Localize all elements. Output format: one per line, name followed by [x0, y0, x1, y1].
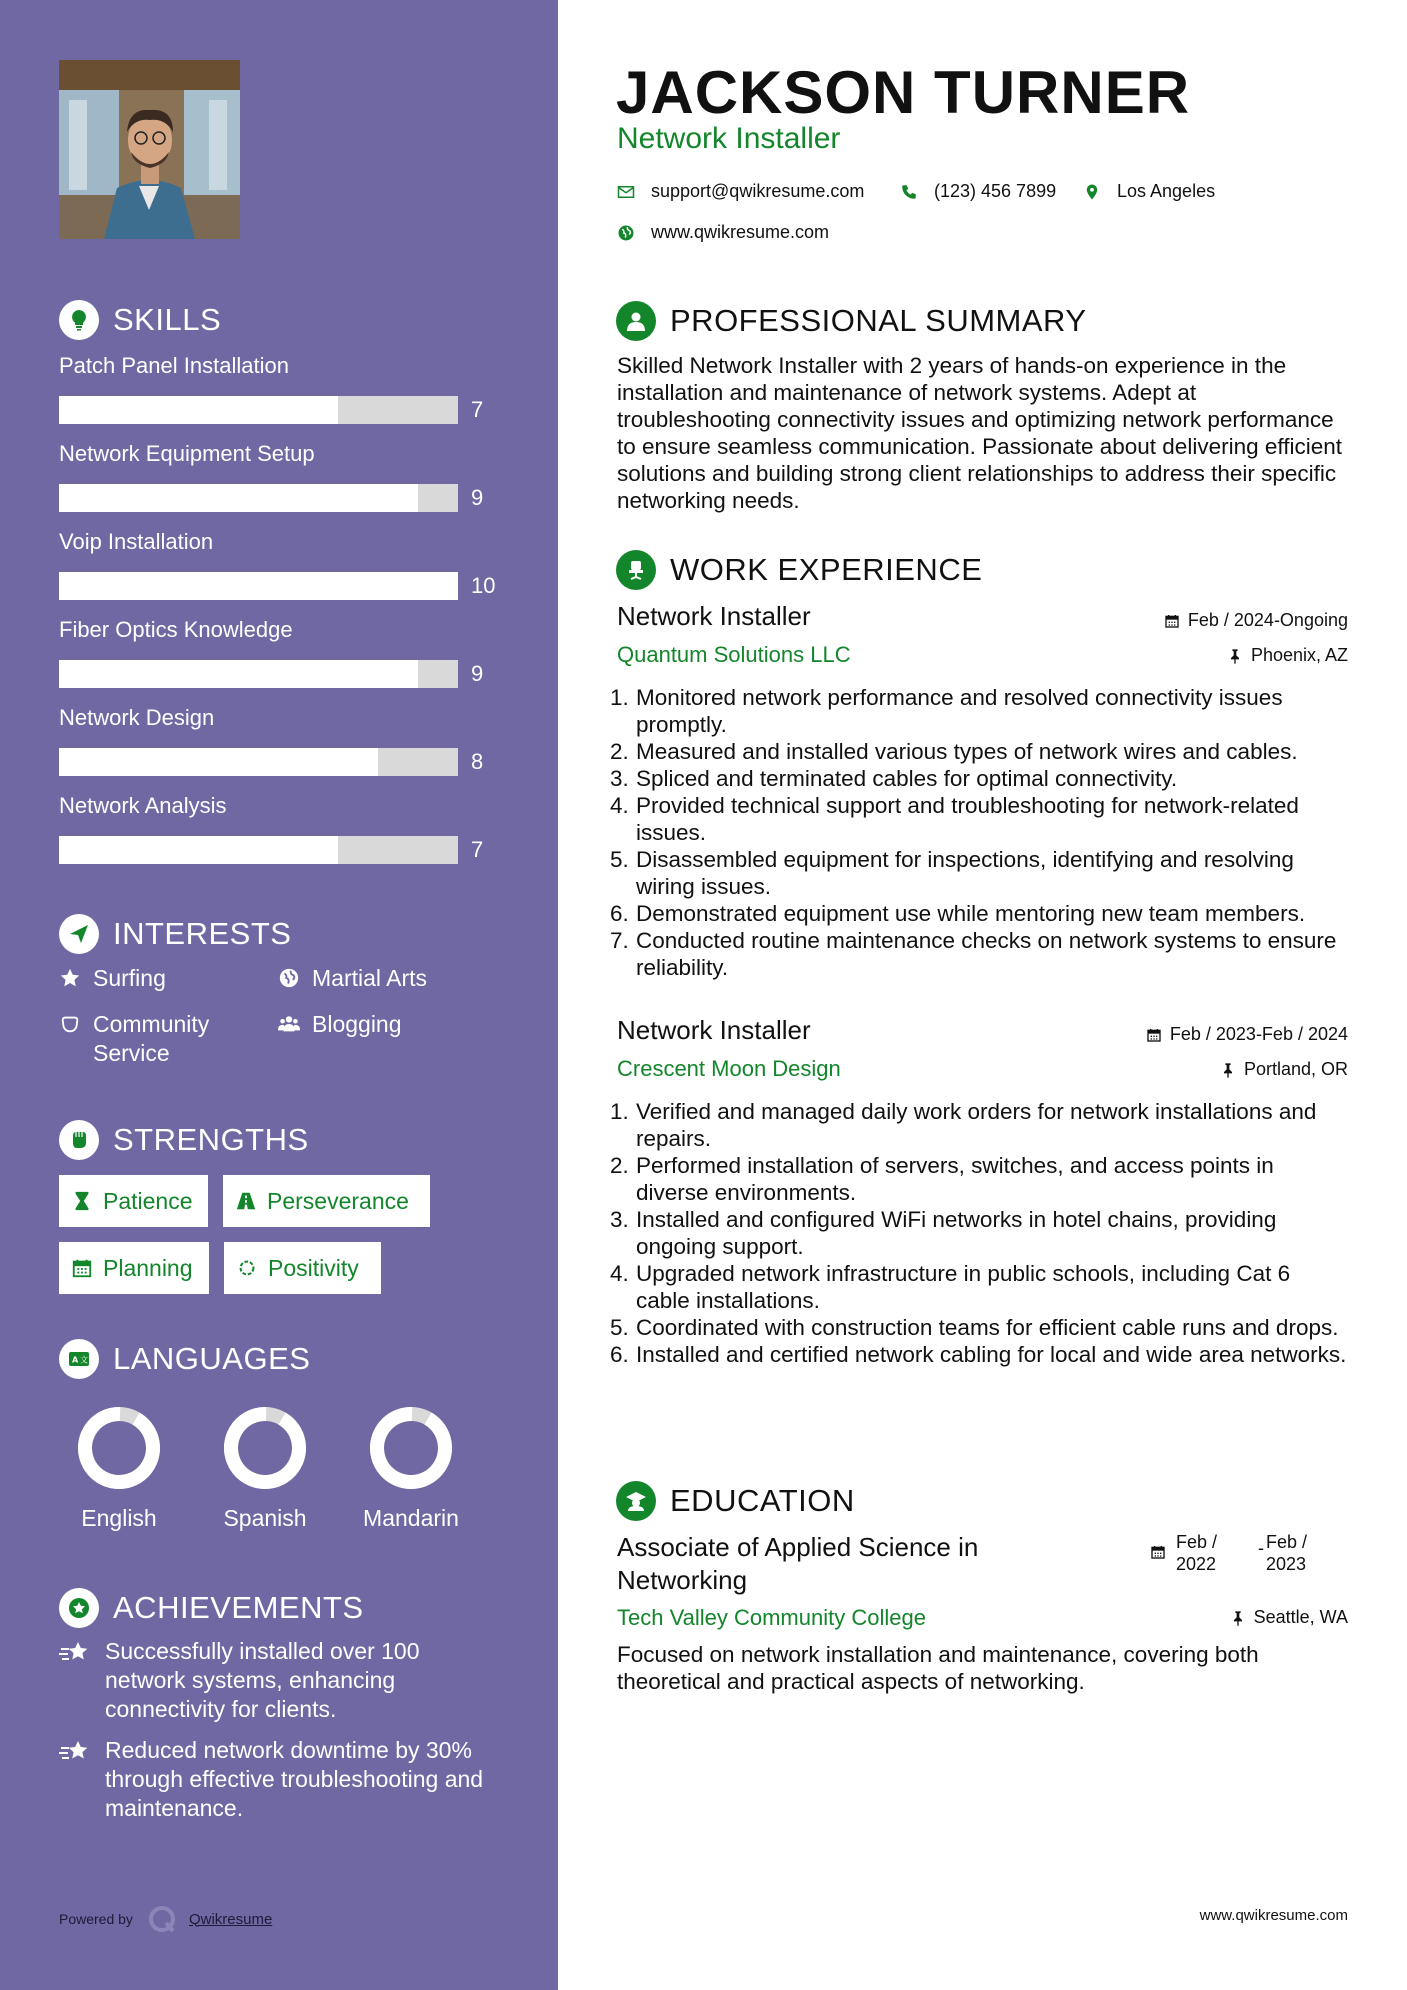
road-icon [235, 1190, 257, 1212]
skill-name: Network Design [59, 705, 215, 730]
duty-text: Monitored network performance and resolved connectivity issues promptly. [636, 685, 1283, 737]
job-company: Crescent Moon Design [617, 1056, 841, 1081]
job-location [1227, 645, 1348, 666]
skill-bar-fill [59, 396, 338, 424]
skill-item [59, 528, 499, 598]
language-icon [59, 1339, 99, 1379]
skill-item [59, 792, 499, 862]
job-location-text: Portland, OR [1243, 1059, 1348, 1079]
envelope-icon [617, 183, 635, 201]
job-duties-list [610, 684, 1350, 981]
job-title: Network Installer [617, 1015, 811, 1045]
sidebar [0, 0, 558, 1990]
experience-title: WORK EXPERIENCE [670, 552, 983, 587]
degree-title: Associate of Applied Science in Networking [617, 1532, 979, 1595]
job-location [1220, 1059, 1348, 1080]
email-text[interactable]: support@qwikresume.com [651, 181, 865, 201]
strength-label: Patience [103, 1187, 193, 1214]
office-chair-icon [616, 550, 656, 590]
globe-icon [617, 224, 635, 242]
candidate-name: JACKSON TURNER [616, 59, 1191, 126]
job-title: Network Installer [617, 601, 811, 631]
shooting-star-icon [59, 1639, 91, 1669]
skill-value: 8 [471, 749, 484, 774]
achievement-item [59, 1736, 499, 1823]
skill-name: Patch Panel Installation [59, 353, 289, 378]
achievements-title: ACHIEVEMENTS [113, 1590, 364, 1625]
candidate-title: Network Installer [617, 122, 841, 155]
language-item [346, 1405, 476, 1532]
languages-heading [59, 1339, 310, 1379]
skill-name: Fiber Optics Knowledge [59, 617, 293, 642]
map-pin-icon [1083, 183, 1101, 201]
duty-item [610, 684, 1350, 738]
strength-label: Positivity [268, 1254, 359, 1281]
interest-item [278, 1010, 402, 1039]
duty-number: 5. [610, 1315, 629, 1340]
duty-number: 3. [610, 1207, 629, 1232]
shooting-star-icon [59, 1738, 91, 1768]
achievement-item [59, 1637, 499, 1724]
education-start-date: Feb / 2022 [1176, 1532, 1218, 1574]
achievement-text: Successfully installed over 100 network systems, enhancing connectivity for clients. [105, 1638, 420, 1722]
education-description: Focused on network installation and maintenance, covering both theoretical and practical aspects of networking. [617, 1642, 1259, 1694]
duty-number: 6. [610, 901, 629, 926]
duty-number: 1. [610, 685, 629, 710]
skill-name: Voip Installation [59, 529, 214, 554]
skill-bar [59, 660, 458, 688]
users-icon [278, 1013, 300, 1035]
phone-icon [900, 183, 918, 201]
achievement-text: Reduced network downtime by 30% through effective troubleshooting and maintenance. [105, 1737, 484, 1821]
footer-url[interactable]: www.qwikresume.com [1199, 1907, 1348, 1924]
pushpin-icon [1220, 1062, 1236, 1078]
qwikresume-logo-icon [147, 1904, 177, 1934]
phone-text[interactable]: (123) 456 7899 [934, 181, 1057, 201]
hourglass-icon [71, 1190, 93, 1212]
duty-item [610, 1152, 1350, 1206]
interest-label: Martial Arts [312, 965, 428, 991]
calendar-icon [1150, 1544, 1166, 1560]
language-name: English [81, 1505, 157, 1531]
skill-bar-fill [59, 484, 418, 512]
hand-icon [59, 1013, 81, 1035]
education-heading [616, 1481, 855, 1521]
duty-item [610, 1341, 1350, 1368]
duty-item [610, 1206, 1350, 1260]
skill-value: 9 [471, 485, 484, 510]
duty-number: 4. [610, 793, 629, 818]
duty-number: 6. [610, 1342, 629, 1367]
skill-bar-fill [59, 748, 378, 776]
award-star-icon [59, 1588, 99, 1628]
summary-heading [616, 301, 1087, 341]
skill-name: Network Analysis [59, 793, 227, 818]
achievements-heading [59, 1588, 364, 1628]
duty-text: Performed installation of servers, switches, and access points in diverse environments. [636, 1153, 1274, 1205]
duty-item [610, 846, 1350, 900]
duty-item [610, 765, 1350, 792]
skill-value: 7 [471, 397, 484, 422]
job-date-text: Feb / 2023-Feb / 2024 [1169, 1024, 1348, 1044]
globe-icon [278, 967, 300, 989]
education-end-date: Feb / 2023 [1266, 1532, 1308, 1574]
job-date-text: Feb / 2024-Ongoing [1187, 610, 1348, 630]
strength-label: Planning [103, 1254, 193, 1281]
education-title: EDUCATION [670, 1483, 855, 1518]
calendar-icon [1146, 1027, 1162, 1043]
duty-number: 2. [610, 739, 629, 764]
duty-item [610, 1260, 1350, 1314]
interest-item [59, 964, 166, 993]
school-name: Tech Valley Community College [617, 1605, 926, 1630]
contact-website [617, 222, 829, 243]
qwikresume-link[interactable]: Qwikresume [188, 1910, 273, 1928]
duty-text: Demonstrated equipment use while mentoring new team members. [636, 901, 1306, 926]
duty-number: 2. [610, 1153, 629, 1178]
job-duties-list [610, 1098, 1350, 1368]
duty-text: Conducted routine maintenance checks on network systems to ensure reliability. [636, 928, 1337, 980]
education-date-separator: - [1258, 1538, 1264, 1558]
skill-bar-fill [59, 660, 418, 688]
lightbulb-icon [59, 300, 99, 340]
skill-bar [59, 396, 458, 424]
job-company: Quantum Solutions LLC [617, 642, 851, 667]
graduate-icon [616, 1481, 656, 1521]
pushpin-icon [1230, 1610, 1246, 1626]
strength-tag [224, 1242, 381, 1294]
language-name: Mandarin [363, 1505, 459, 1531]
skill-item [59, 704, 499, 774]
duty-text: Installed and configured WiFi networks in hotel chains, providing ongoing support. [636, 1207, 1277, 1259]
interest-item [59, 1010, 209, 1068]
language-level-ring [222, 1405, 308, 1491]
skill-item [59, 352, 499, 422]
strength-tag [223, 1175, 430, 1227]
contact-location [1083, 181, 1215, 202]
skills-heading [59, 300, 221, 340]
summary-title: PROFESSIONAL SUMMARY [670, 303, 1087, 338]
summary-text: Skilled Network Installer with 2 years of hands-on experience in the installation and maintenance of network systems. Adept at troubleshooting connectivity issues and optimizing network performance to ensure seamless communication. Passionate about delivering efficient solutions and building strong client relationships to address their specific networking needs. [617, 353, 1342, 513]
strength-tag [59, 1242, 209, 1294]
strength-label: Perseverance [267, 1187, 409, 1214]
skill-bar [59, 484, 458, 512]
strength-tag [59, 1175, 208, 1227]
experience-heading [616, 550, 982, 590]
duty-item [610, 927, 1350, 981]
skill-bar-fill [59, 836, 338, 864]
duty-number: 1. [610, 1099, 629, 1124]
language-name: Spanish [223, 1505, 307, 1531]
skill-item [59, 616, 499, 686]
duty-text: Verified and managed daily work orders for network installations and repairs. [636, 1099, 1317, 1151]
duty-text: Coordinated with construction teams for efficient cable runs and drops. [636, 1315, 1339, 1340]
location-text: Los Angeles [1117, 181, 1216, 201]
interest-item [278, 964, 427, 993]
sun-icon [236, 1257, 258, 1279]
duty-text: Disassembled equipment for inspections, identifying and resolving wiring issues. [636, 847, 1294, 899]
duty-number: 3. [610, 766, 629, 791]
strengths-title: STRENGTHS [113, 1122, 309, 1157]
language-item [54, 1405, 184, 1532]
interests-title: INTERESTS [113, 916, 292, 951]
interest-label: Community Service [93, 1011, 210, 1066]
duty-number: 4. [610, 1261, 629, 1286]
svg-text:文: 文 [80, 1355, 88, 1365]
contact-email [617, 181, 864, 202]
duty-item [610, 738, 1350, 765]
skills-title: SKILLS [113, 302, 222, 337]
profile-photo [59, 60, 240, 239]
powered-by-label: Powered by [59, 1911, 133, 1927]
interest-label: Blogging [312, 1011, 402, 1037]
interest-label: Surfing [93, 965, 166, 991]
language-item [200, 1405, 330, 1532]
pushpin-icon [1227, 648, 1243, 664]
powered-by [59, 1904, 272, 1934]
strengths-heading [59, 1120, 309, 1160]
job-location-text: Phoenix, AZ [1250, 645, 1348, 665]
duty-text: Provided technical support and troubleshooting for network-related issues. [636, 793, 1299, 845]
star-icon [59, 967, 81, 989]
skill-item [59, 440, 499, 510]
website-text[interactable]: www.qwikresume.com [651, 222, 830, 242]
job-date [1146, 1024, 1348, 1045]
language-level-ring [368, 1405, 454, 1491]
interests-heading [59, 914, 291, 954]
calendar-icon [71, 1257, 93, 1279]
duty-item [610, 1314, 1350, 1341]
duty-text: Spliced and terminated cables for optimal connectivity. [636, 766, 1178, 791]
user-icon [616, 301, 656, 341]
duty-item [610, 792, 1350, 846]
skill-value: 9 [471, 661, 484, 686]
duty-item [610, 1098, 1350, 1152]
fist-icon [59, 1120, 99, 1160]
education-location-text: Seattle, WA [1253, 1607, 1348, 1627]
skill-value: 10 [471, 573, 496, 598]
language-level-ring [76, 1405, 162, 1491]
education-location [1230, 1607, 1348, 1628]
skill-value: 7 [471, 837, 484, 862]
duty-number: 7. [610, 928, 629, 953]
skill-bar-fill [59, 572, 458, 600]
skill-bar [59, 572, 458, 600]
calendar-icon [1164, 613, 1180, 629]
skill-name: Network Equipment Setup [59, 441, 315, 466]
duty-number: 5. [610, 847, 629, 872]
skill-bar [59, 748, 458, 776]
duty-text: Installed and certified network cabling for local and wide area networks. [636, 1342, 1347, 1367]
job-date [1164, 610, 1348, 631]
svg-text:A: A [72, 1355, 79, 1365]
paper-plane-icon [59, 914, 99, 954]
contact-phone [900, 181, 1056, 202]
skill-bar [59, 836, 458, 864]
duty-item [610, 900, 1350, 927]
languages-title: LANGUAGES [113, 1341, 311, 1376]
duty-text: Upgraded network infrastructure in public schools, including Cat 6 cable installations. [636, 1261, 1291, 1313]
duty-text: Measured and installed various types of network wires and cables. [636, 739, 1298, 764]
